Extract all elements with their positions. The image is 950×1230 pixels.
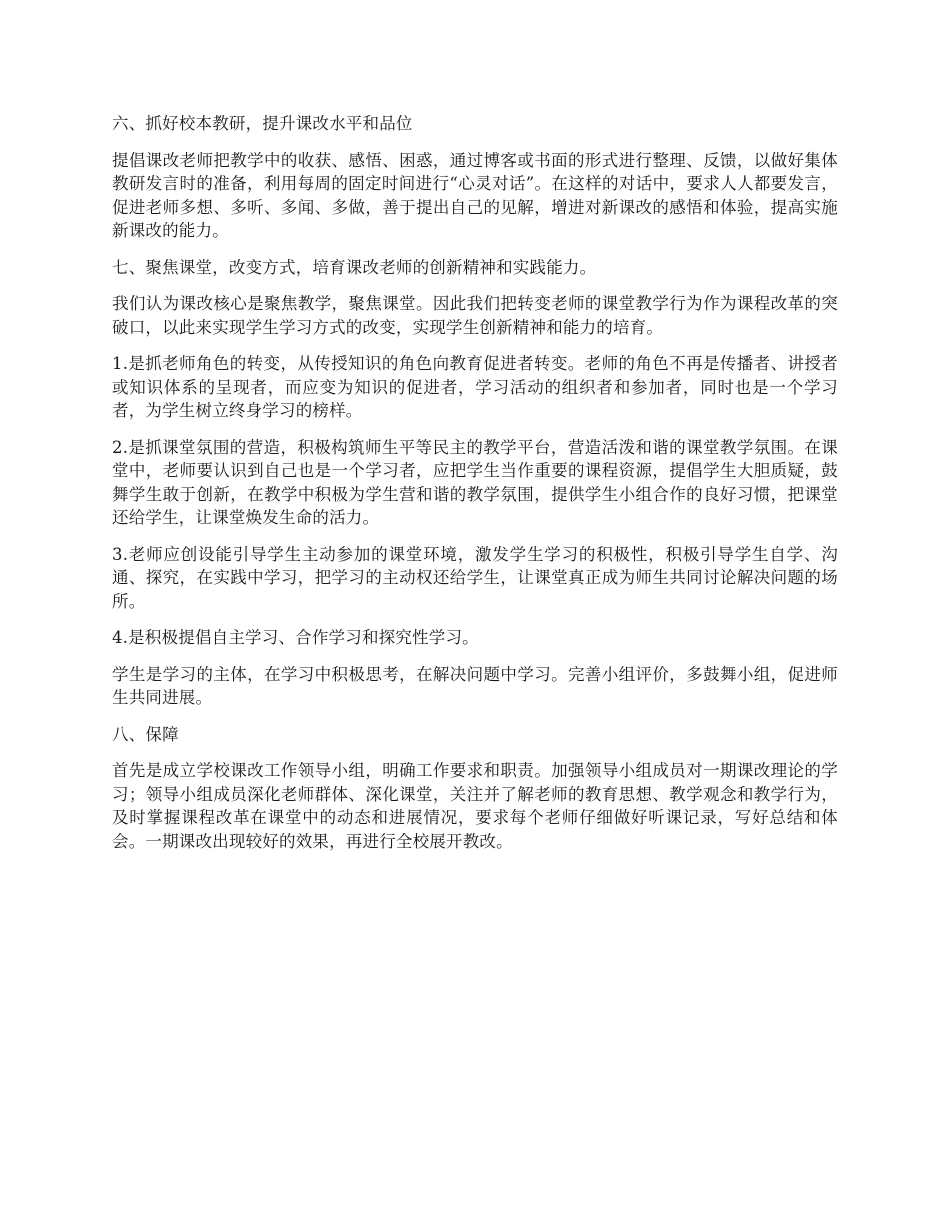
section-heading-7: 七、聚焦课堂，改变方式，培育课改老师的创新精神和实践能力。 [112,257,597,277]
list-item-1: 1.是抓老师角色的转变，从传授知识的角色向教育促进者转变。老师的角色不再是传播者、讲授者或知识体系的呈现者，而应变为知识的促进者，学习活动的组织者和参加者，同时也是一个学习者，为学生树立终身学习的榜样。 [112,354,838,420]
body-paragraph: 提倡课改老师把教学中的收获、感悟、困惑，通过博客或书面的形式进行整理、反馈，以做好集体教研发言时的准备，利用每周的固定时间进行“心灵对话”。在这样的对话中，要求人人都要发言，促进老师多想、多听、多闻、多做，善于提出自己的见解，增进对新课改的感悟和体验，提高实施新课改的能力。 [112,150,838,240]
body-paragraph: 学生是学习的主体，在学习中积极思考，在解决问题中学习。完善小组评价，多鼓舞小组，促进师生共同进展。 [112,664,838,707]
list-item-3: 3.老师应创设能引导学生主动参加的课堂环境，激发学生学习的积极性，积极引导学生自学、沟通、探究，在实践中学习，把学习的主动权还给学生，让课堂真正成为师生共同讨论解决问题的场所。 [112,544,838,611]
list-item-2: 2.是抓课堂氛围的营造，积极构筑师生平等民主的教学平台，营造活泼和谐的课堂教学氛围。在课堂中，老师要认识到自己也是一个学习者，应把学生当作重要的课程资源，提倡学生大胆质疑，鼓舞学生敢于创新，在教学中积极为学生营和谐的教学氛围，提供学生小组合作的良好习惯，把课堂还给学生，让课堂焕发生命的活力。 [112,437,838,527]
body-paragraph: 首先是成立学校课改工作领导小组，明确工作要求和职责。加强领导小组成员对一期课改理论的学习；领导小组成员深化老师群体、深化课堂，关注并了解老师的教育思想、教学观念和教学行为，及时掌握课程改革在课堂中的动态和进展情况，要求每个老师仔细做好听课记录，写好总结和体会。一期课改出现较好的效果，再进行全校展开教改。 [112,761,838,851]
body-paragraph: 我们认为课改核心是聚焦教学，聚焦课堂。因此我们把转变老师的课堂教学行为作为课程改革的突破口，以此来实现学生学习方式的改变，实现学生创新精神和能力的培育。 [112,294,838,337]
section-heading-8: 八、保障 [112,724,179,744]
section-heading-6: 六、抓好校本教研，提升课改水平和品位 [112,114,413,133]
list-item-4: 4.是积极提倡自主学习、合作学习和探究性学习。 [112,628,479,647]
